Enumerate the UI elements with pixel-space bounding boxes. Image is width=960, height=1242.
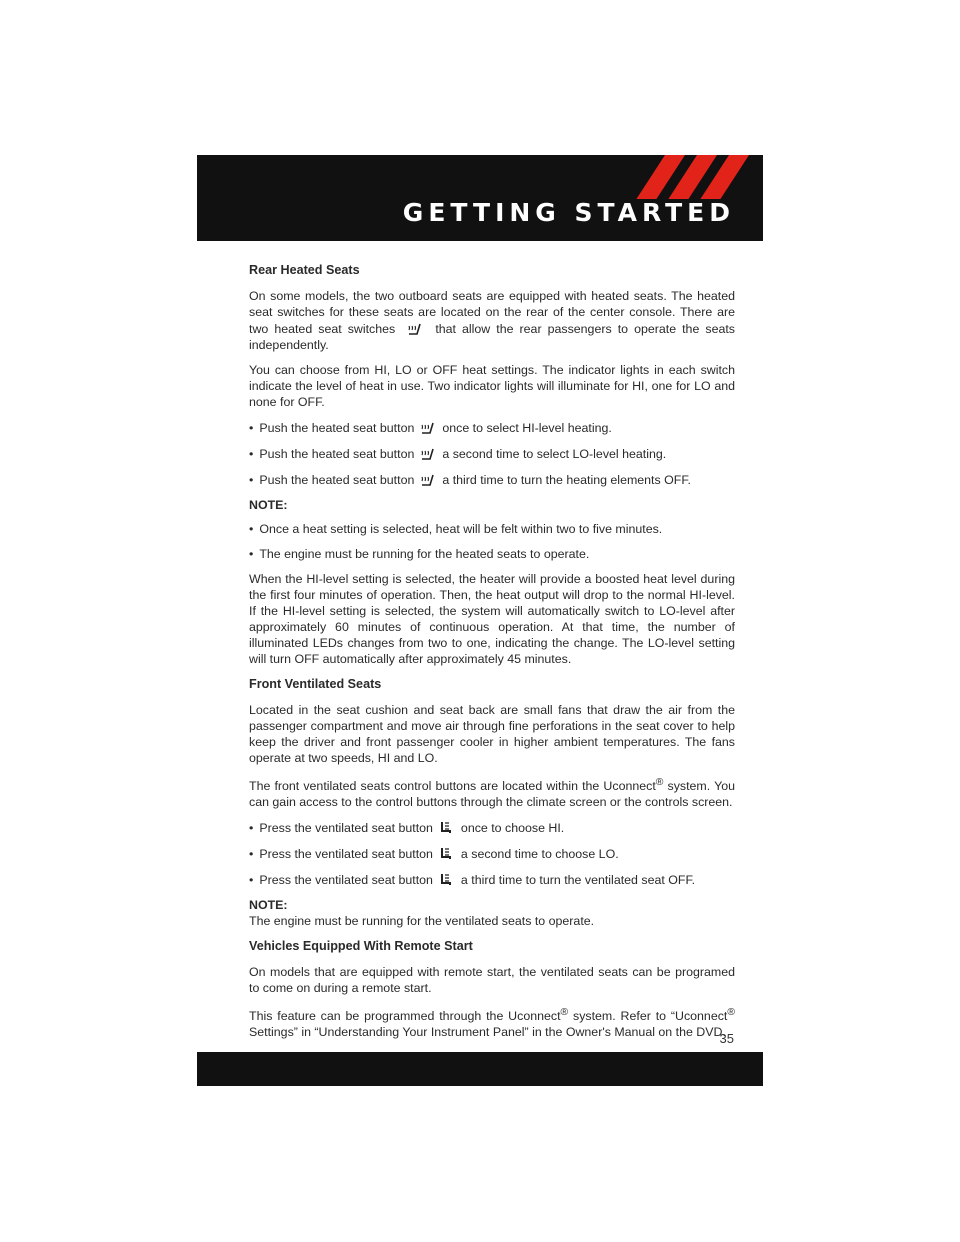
paragraph: The front ventilated seats control buttons are located within the Uconnect® system. You can gain access to the control buttons through the climate screen or the controls screen. (249, 777, 735, 810)
paragraph: This feature can be programmed through the Uconnect® system. Refer to “Uconnect® Settings” in “Understanding Your Instrument Panel” in the Owner's Manual on the DVD. (249, 1007, 735, 1040)
section-heading: Vehicles Equipped With Remote Start (249, 939, 473, 954)
heated-seat-icon (418, 471, 436, 487)
registered-mark: ® (560, 1007, 569, 1019)
list-item: • Press the ventilated seat button a third time to turn the ventilated seat OFF. (249, 873, 696, 888)
ventilated-seat-icon (437, 819, 455, 835)
note-label: NOTE: (249, 898, 288, 913)
paragraph: Located in the seat cushion and seat back are small fans that draw the air from the passenger compartment and move air through fine perforations in the seat cover to help keep the driver and front passenger cooler in higher ambient temperatures. The fans operate at two speeds, HI and LO. (249, 703, 735, 765)
page-content (249, 262, 735, 1049)
section-heading: Rear Heated Seats (249, 263, 360, 277)
list-item: • Press the ventilated seat button a second time to choose LO. (249, 847, 619, 862)
list-item: • Push the heated seat button once to select HI-level heating. (249, 421, 612, 435)
footer-bar (197, 1052, 763, 1086)
header-bar (197, 155, 763, 241)
ventilated-seat-icon (437, 871, 455, 887)
heated-seat-icon (418, 445, 436, 461)
section-heading: Front Ventilated Seats (249, 677, 382, 691)
registered-mark: ® (655, 777, 664, 788)
list-item: • The engine must be running for the heated seats to operate. (249, 547, 590, 561)
page-number: 35 (719, 1031, 734, 1046)
list-item: • Push the heated seat button a third time to turn the heating elements OFF. (249, 473, 691, 487)
registered-mark: ® (727, 1007, 735, 1019)
heated-seat-icon (405, 320, 423, 336)
ventilated-seat-icon (437, 845, 455, 861)
list-item: • Press the ventilated seat button once to choose HI. (249, 821, 565, 836)
paragraph: The engine must be running for the ventilated seats to operate. (249, 914, 595, 929)
list-item: • Push the heated seat button a second time to select LO-level heating. (249, 447, 667, 461)
heated-seat-icon (418, 419, 436, 435)
paragraph: On some models, the two outboard seats are equipped with heated seats. The heated seat switches for these seats are located on the rear of the center console. There are two heated seat switches that allow the rear passengers to operate the seats independently. (249, 289, 735, 352)
list-item: • Once a heat setting is selected, heat will be felt within two to five minutes. (249, 522, 663, 536)
paragraph: You can choose from HI, LO or OFF heat settings. The indicator lights in each switch indicate the level of heat in use. Two indicator lights will illuminate for HI, one for LO and none for OFF. (249, 363, 735, 409)
paragraph: When the HI-level setting is selected, the heater will provide a boosted heat level during the first four minutes of operation. Then, the heat output will drop to the normal HI-level. If the HI-level setting is selected, the system will automatically switch to LO-level after approximately 60 minutes of continuous operation. At that time, the number of illuminated LEDs changes from two to one, indicating the change. The LO-level setting will turn OFF automatically after approximately 45 minutes. (249, 572, 735, 666)
note-label: NOTE: (249, 498, 288, 512)
paragraph: On models that are equipped with remote start, the ventilated seats can be programed to come on during a remote start. (249, 965, 735, 996)
section-title: GETTING STARTED (402, 198, 735, 227)
